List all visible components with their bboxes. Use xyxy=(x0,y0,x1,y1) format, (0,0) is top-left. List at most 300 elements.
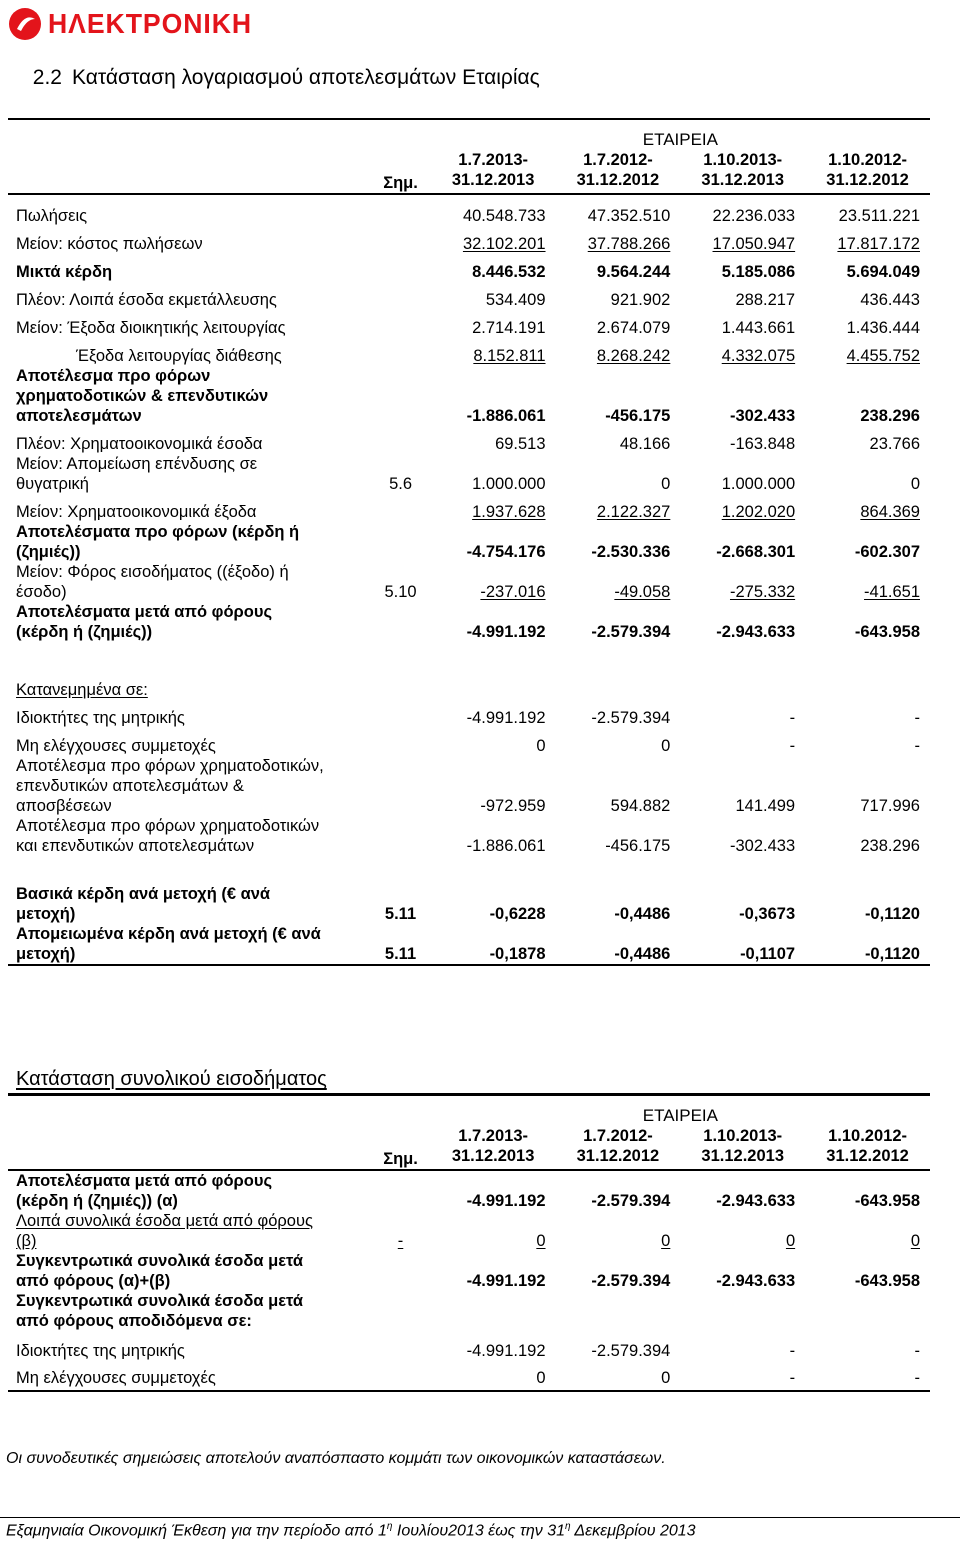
row-value-text: - xyxy=(789,1342,796,1360)
row-label-line: (κέρδη ή (ζημιές)) xyxy=(16,623,153,641)
row-value xyxy=(556,254,681,282)
row-value-text: 2.122.327 xyxy=(596,503,671,521)
row-label-line: αποσβέσεων xyxy=(16,797,112,815)
row-value xyxy=(805,310,930,338)
row-value xyxy=(431,310,556,338)
row-value-text: -456.175 xyxy=(605,407,671,425)
period-header xyxy=(431,1126,556,1170)
row-note xyxy=(370,1170,430,1211)
row-label xyxy=(8,194,370,226)
row-label xyxy=(8,1331,370,1361)
statement-row xyxy=(8,226,930,254)
row-label-line: και επενδυτικών αποτελεσμάτων xyxy=(16,837,255,855)
row-label xyxy=(8,1211,370,1251)
row-value xyxy=(805,1251,930,1291)
row-value xyxy=(431,1291,556,1331)
row-value-text: 8.268.242 xyxy=(596,347,671,365)
row-value-text: 37.788.266 xyxy=(587,235,671,253)
row-note xyxy=(370,602,430,642)
row-value-text: 23.511.221 xyxy=(838,207,920,225)
row-value xyxy=(431,1331,556,1361)
row-value-text: 48.166 xyxy=(619,435,671,453)
entity-header: ΕΤΑΙΡΕΙΑ xyxy=(431,119,930,150)
row-value-text: 0 xyxy=(536,1232,546,1250)
row-label-line: αποτελεσμάτων xyxy=(16,407,142,425)
row-value-text: -972.959 xyxy=(480,797,546,815)
row-value-text: - xyxy=(789,1369,796,1387)
row-label-line: Μείον: Έξοδα διοικητικής λειτουργίας xyxy=(16,319,286,337)
row-value xyxy=(680,226,805,254)
row-value-text: 238.296 xyxy=(860,407,920,425)
row-label-line: Ιδιοκτήτες της μητρικής xyxy=(16,1342,185,1360)
row-value-text: 0 xyxy=(536,737,546,755)
row-label-line: έσοδο) xyxy=(16,583,67,601)
statement-row xyxy=(8,700,930,728)
row-value xyxy=(556,1251,681,1291)
brand-name: ΗΛΕΚΤΡΟΝΙΚΗ xyxy=(48,8,253,39)
row-value xyxy=(556,338,681,366)
row-value xyxy=(680,426,805,454)
row-value-text: -2.579.394 xyxy=(591,1192,671,1210)
row-value-text: -2.579.394 xyxy=(591,1342,671,1360)
statement-row xyxy=(8,366,930,426)
row-value-text: -163.848 xyxy=(729,435,796,453)
row-value xyxy=(805,1170,930,1211)
row-note xyxy=(370,816,430,856)
row-value-text: 1.436.444 xyxy=(846,319,920,337)
row-value-text: 17.050.947 xyxy=(712,235,796,253)
row-value xyxy=(680,756,805,816)
row-label xyxy=(8,924,370,965)
statement-row xyxy=(8,756,930,816)
spacer-cell xyxy=(8,642,930,672)
row-value-text: 921.902 xyxy=(610,291,671,309)
row-value xyxy=(556,884,681,924)
row-value-text: - xyxy=(914,737,920,755)
row-value-text: - xyxy=(914,709,920,727)
period-end: 31.12.2013 xyxy=(701,1147,785,1165)
row-value xyxy=(556,426,681,454)
statement-row xyxy=(8,816,930,856)
row-value-text: -456.175 xyxy=(605,837,671,855)
row-label-line: Πλέον: Χρηματοοικονομικά έσοδα xyxy=(16,435,263,453)
row-value xyxy=(805,1211,930,1251)
row-value xyxy=(680,884,805,924)
row-value-text: -0,1878 xyxy=(489,945,546,963)
row-value-text: 0 xyxy=(910,475,920,493)
row-label xyxy=(8,522,370,562)
allocation-heading-text: Κατανεμημένα σε: xyxy=(16,681,148,699)
entity-header: ΕΤΑΙΡΕΙΑ xyxy=(431,1095,930,1126)
allocation-heading xyxy=(8,672,930,700)
row-value xyxy=(556,1291,681,1331)
header-label-blank xyxy=(8,150,370,194)
row-note: 5.11 xyxy=(384,905,417,923)
row-value-text: -302.433 xyxy=(729,407,796,425)
row-note xyxy=(370,522,430,562)
row-value-text: 0 xyxy=(661,1369,671,1387)
row-label xyxy=(8,756,370,816)
row-value-text: -4.991.192 xyxy=(466,623,546,641)
row-label xyxy=(8,226,370,254)
spacer-cell xyxy=(8,856,930,884)
row-label-line: Ιδιοκτήτες της μητρικής xyxy=(16,709,185,727)
period-start: 1.10.2013- xyxy=(703,151,783,169)
row-value-text: -4.754.176 xyxy=(466,543,546,561)
row-value xyxy=(556,728,681,756)
row-note xyxy=(370,310,430,338)
row-value-text: 17.817.172 xyxy=(837,235,920,253)
income-statement-table xyxy=(8,118,930,966)
income-period-headers xyxy=(8,150,930,194)
row-value-text: 4.332.075 xyxy=(721,347,796,365)
row-value xyxy=(556,562,681,602)
header-blank xyxy=(8,1095,431,1126)
row-label xyxy=(8,602,370,642)
row-value xyxy=(680,700,805,728)
row-note: - xyxy=(397,1232,404,1250)
row-label-line: Αποτέλεσμα προ φόρων χρηματοδοτικών xyxy=(16,817,320,835)
row-note xyxy=(370,1291,430,1331)
row-value xyxy=(556,366,681,426)
row-value-text: 32.102.201 xyxy=(462,235,546,253)
spacer-row xyxy=(8,856,930,884)
statement-row xyxy=(8,1251,930,1291)
row-value-text: -2.579.394 xyxy=(591,1272,671,1290)
row-value-text: - xyxy=(914,1369,920,1387)
statement-row xyxy=(8,254,930,282)
statement-row xyxy=(8,194,930,226)
row-label xyxy=(8,562,370,602)
section-heading xyxy=(8,66,540,90)
period-header xyxy=(556,1126,681,1170)
row-value xyxy=(805,226,930,254)
row-label xyxy=(8,282,370,310)
row-value xyxy=(431,226,556,254)
row-note: 5.6 xyxy=(389,475,412,493)
row-label xyxy=(8,338,370,366)
row-value xyxy=(431,194,556,226)
row-value-text: -0,4486 xyxy=(614,905,671,923)
row-value xyxy=(680,310,805,338)
period-end: 31.12.2012 xyxy=(576,171,660,189)
row-value xyxy=(680,194,805,226)
note-column-header: Σημ. xyxy=(370,150,430,194)
row-value-text: -602.307 xyxy=(854,543,920,561)
row-label-line: Πωλήσεις xyxy=(16,207,88,225)
statement-row xyxy=(8,522,930,562)
row-note xyxy=(370,226,430,254)
company-logo xyxy=(8,6,263,42)
row-value xyxy=(805,924,930,965)
row-value-text: -0,1120 xyxy=(864,945,920,963)
row-label xyxy=(8,728,370,756)
row-value xyxy=(680,1251,805,1291)
row-label-line: Έξοδα λειτουργίας διάθεσης xyxy=(76,347,282,365)
row-value xyxy=(431,728,556,756)
row-label xyxy=(8,254,370,282)
row-value xyxy=(805,454,930,494)
row-value-text: 4.455.752 xyxy=(846,347,920,365)
row-value xyxy=(431,1361,556,1391)
row-value xyxy=(680,494,805,522)
row-value xyxy=(805,816,930,856)
row-value xyxy=(805,494,930,522)
row-value xyxy=(431,700,556,728)
logo-circle-icon xyxy=(8,7,42,41)
row-label-line: Συγκεντρωτικά συνολικά έσοδα μετά xyxy=(16,1292,304,1310)
row-label-line: Μείον: Φόρος εισοδήματος ((έξοδο) ή xyxy=(16,563,289,581)
row-value xyxy=(805,366,930,426)
row-value xyxy=(431,1170,556,1211)
row-value-text: 40.548.733 xyxy=(462,207,546,225)
row-value xyxy=(431,494,556,522)
row-value xyxy=(805,254,930,282)
row-value xyxy=(556,522,681,562)
row-value-text: 288.217 xyxy=(735,291,796,309)
period-end: 31.12.2013 xyxy=(701,171,785,189)
row-value-text: 1.443.661 xyxy=(721,319,796,337)
row-label-line: (β) xyxy=(16,1232,37,1250)
row-value-text: 0 xyxy=(661,1232,671,1250)
row-value-text: -4.991.192 xyxy=(466,1272,546,1290)
statement-row xyxy=(8,494,930,522)
row-value xyxy=(680,1331,805,1361)
row-note xyxy=(370,338,430,366)
row-value xyxy=(680,924,805,965)
period-header xyxy=(556,150,681,194)
row-label-line: χρηματοδοτικών & επενδυτικών xyxy=(16,387,269,405)
row-value-text: 1.937.628 xyxy=(472,503,546,521)
row-label xyxy=(8,310,370,338)
row-note xyxy=(370,494,430,522)
row-note xyxy=(370,254,430,282)
row-value-text: - xyxy=(789,709,796,727)
row-value-text: 0 xyxy=(536,1369,546,1387)
header-blank xyxy=(8,119,431,150)
row-value xyxy=(556,1211,681,1251)
period-header xyxy=(805,1126,930,1170)
period-header xyxy=(431,150,556,194)
row-label xyxy=(8,454,370,494)
period-start: 1.10.2012- xyxy=(828,1127,908,1145)
row-value xyxy=(805,426,930,454)
row-value xyxy=(556,816,681,856)
row-value xyxy=(680,454,805,494)
row-note: 5.11 xyxy=(370,924,430,965)
row-label-line: από φόρους (α)+(β) xyxy=(16,1272,171,1290)
row-label-line: Συγκεντρωτικά συνολικά έσοδα μετά xyxy=(16,1252,304,1270)
row-value xyxy=(556,310,681,338)
row-label xyxy=(8,700,370,728)
period-end: 31.12.2012 xyxy=(576,1147,660,1165)
row-value-text: -2.943.633 xyxy=(716,1192,796,1210)
row-value-text: -2.579.394 xyxy=(591,709,671,727)
row-label-line: Βασικά κέρδη ανά μετοχή (€ ανά xyxy=(16,885,271,903)
row-value xyxy=(556,226,681,254)
page-footer: Εξαμηνιαία Οικονομική Έκθεση για την περίοδο από $1^\eta$ Ιουλίου2013 έως την $31^\eta$ Δεκεμβρίου 2013 xyxy=(6,1521,696,1540)
row-value xyxy=(556,454,681,494)
period-start: 1.10.2012- xyxy=(828,151,908,169)
row-value-text: 0 xyxy=(785,1232,796,1250)
row-value xyxy=(680,1211,805,1251)
row-value-text: 9.564.244 xyxy=(596,263,671,281)
row-value xyxy=(556,1170,681,1211)
row-label xyxy=(8,1361,370,1391)
row-value xyxy=(680,1291,805,1331)
row-value xyxy=(556,602,681,642)
row-value-text: -643.958 xyxy=(854,1192,920,1210)
row-note xyxy=(370,1361,430,1391)
row-value-text: 0 xyxy=(661,475,671,493)
row-value xyxy=(805,194,930,226)
row-label-line: Αποτελέσματα προ φόρων (κέρδη ή xyxy=(16,523,300,541)
row-value-text: 47.352.510 xyxy=(587,207,671,225)
row-value xyxy=(431,884,556,924)
row-note xyxy=(370,426,430,454)
row-value xyxy=(805,338,930,366)
row-value-text: 1.202.020 xyxy=(721,503,796,521)
row-label-line: (ζημιές)) xyxy=(16,543,81,561)
row-value-text: 717.996 xyxy=(860,797,920,815)
row-value xyxy=(805,700,930,728)
row-label-line: θυγατρική xyxy=(16,475,89,493)
period-header xyxy=(805,150,930,194)
statement-row xyxy=(8,728,930,756)
row-label-line: μετοχή) xyxy=(16,905,76,923)
row-value-text: 864.369 xyxy=(860,503,920,521)
row-label-line: μετοχή) xyxy=(16,945,76,963)
row-value-text: -4.991.192 xyxy=(466,1342,546,1360)
row-note xyxy=(370,1331,430,1361)
row-value xyxy=(680,366,805,426)
row-value xyxy=(556,1361,681,1391)
comprehensive-income-table xyxy=(8,1094,930,1392)
allocation-heading-row xyxy=(8,672,930,700)
row-value xyxy=(680,282,805,310)
row-label-line: Λοιπά συνολικά έσοδα μετά από φόρους xyxy=(16,1212,313,1230)
row-value-text: -0,1107 xyxy=(740,945,796,963)
row-label xyxy=(8,426,370,454)
row-value xyxy=(431,816,556,856)
row-value-text: 1.000.000 xyxy=(721,475,796,493)
row-value xyxy=(680,562,805,602)
footer-divider xyxy=(0,1517,960,1518)
row-value xyxy=(431,282,556,310)
row-label-line: από φόρους αποδιδόμενα σε: xyxy=(16,1312,252,1330)
row-value-text: 5.694.049 xyxy=(846,263,920,281)
period-start: 1.10.2013- xyxy=(703,1127,783,1145)
row-label-line: Μείον: Χρηματοοικονομικά έξοδα xyxy=(16,503,257,521)
row-value xyxy=(431,522,556,562)
row-value xyxy=(805,1361,930,1391)
row-value xyxy=(556,282,681,310)
row-value xyxy=(431,1211,556,1251)
statement-row xyxy=(8,1361,930,1391)
statement-row xyxy=(8,426,930,454)
row-label xyxy=(8,366,370,426)
row-value-text: -2.943.633 xyxy=(716,1272,796,1290)
statement-row xyxy=(8,602,930,642)
period-header xyxy=(680,150,805,194)
row-value xyxy=(680,602,805,642)
row-value-text: -2.579.394 xyxy=(591,623,671,641)
statement-row xyxy=(8,310,930,338)
row-value xyxy=(556,194,681,226)
row-value xyxy=(805,1331,930,1361)
row-value-text: -302.433 xyxy=(729,837,796,855)
statement-row xyxy=(8,282,930,310)
row-label-line: Αποτέλεσμα προ φόρων xyxy=(16,367,211,385)
row-label-line: Μικτά κέρδη xyxy=(16,263,113,281)
row-note: 5.10 xyxy=(384,583,417,601)
header-label-blank xyxy=(8,1126,370,1170)
row-label-line: (κέρδη ή (ζημιές)) (α) xyxy=(16,1192,178,1210)
row-value-text: 8.152.811 xyxy=(473,347,546,365)
row-label-line: Μείον: Απομείωση επένδυσης σε xyxy=(16,455,258,473)
row-value-text: -2.530.336 xyxy=(591,543,671,561)
row-value xyxy=(805,562,930,602)
row-value-text: -275.332 xyxy=(729,583,796,601)
section-title: Κατάσταση λογαριασμού αποτελεσμάτων Εταιρίας xyxy=(72,66,540,89)
statement-row xyxy=(8,1331,930,1361)
row-value-text: 69.513 xyxy=(495,435,546,453)
statement-row xyxy=(8,1291,930,1331)
row-value xyxy=(680,522,805,562)
row-value-text: 5.185.086 xyxy=(721,263,796,281)
row-value-text: 1.000.000 xyxy=(472,475,546,493)
row-note xyxy=(370,756,430,816)
row-value xyxy=(805,522,930,562)
row-label-line: Αποτελέσματα μετά από φόρους xyxy=(16,603,273,621)
row-value-text: - xyxy=(914,1342,920,1360)
row-value xyxy=(556,700,681,728)
section-number: 2.2 xyxy=(32,66,62,89)
row-label xyxy=(8,884,370,924)
row-value-text: -4.991.192 xyxy=(466,709,546,727)
row-value xyxy=(556,1331,681,1361)
comprehensive-income-title: Κατάσταση συνολικού εισοδήματος xyxy=(16,1068,327,1090)
row-value-text: -2.943.633 xyxy=(716,623,796,641)
row-value-text: 2.714.191 xyxy=(472,319,546,337)
row-value xyxy=(805,1291,930,1331)
period-end: 31.12.2013 xyxy=(451,1147,535,1165)
row-value-text: 0 xyxy=(661,737,671,755)
row-value-text: -0,4486 xyxy=(614,945,671,963)
statement-row xyxy=(8,924,930,965)
income-header-top xyxy=(8,119,930,150)
row-value xyxy=(431,1251,556,1291)
comp-period-headers xyxy=(8,1126,930,1170)
row-note xyxy=(370,700,430,728)
row-value xyxy=(556,756,681,816)
row-value-text: - xyxy=(789,737,796,755)
row-label-line: Μη ελέγχουσες συμμετοχές xyxy=(16,1369,216,1387)
row-value xyxy=(680,1361,805,1391)
row-value xyxy=(431,366,556,426)
row-value-text: 8.446.532 xyxy=(472,263,546,281)
row-label-line: Απομειωμένα κέρδη ανά μετοχή (€ ανά xyxy=(16,925,321,943)
row-note xyxy=(370,366,430,426)
row-value xyxy=(805,756,930,816)
statement-row xyxy=(8,1170,930,1211)
row-value-text: -0,6228 xyxy=(489,905,546,923)
row-value xyxy=(805,884,930,924)
row-value xyxy=(805,728,930,756)
row-value xyxy=(431,426,556,454)
row-label-line: Αποτελέσματα μετά από φόρους xyxy=(16,1172,273,1190)
row-label-line: Μείον: κόστος πωλήσεων xyxy=(16,235,203,253)
